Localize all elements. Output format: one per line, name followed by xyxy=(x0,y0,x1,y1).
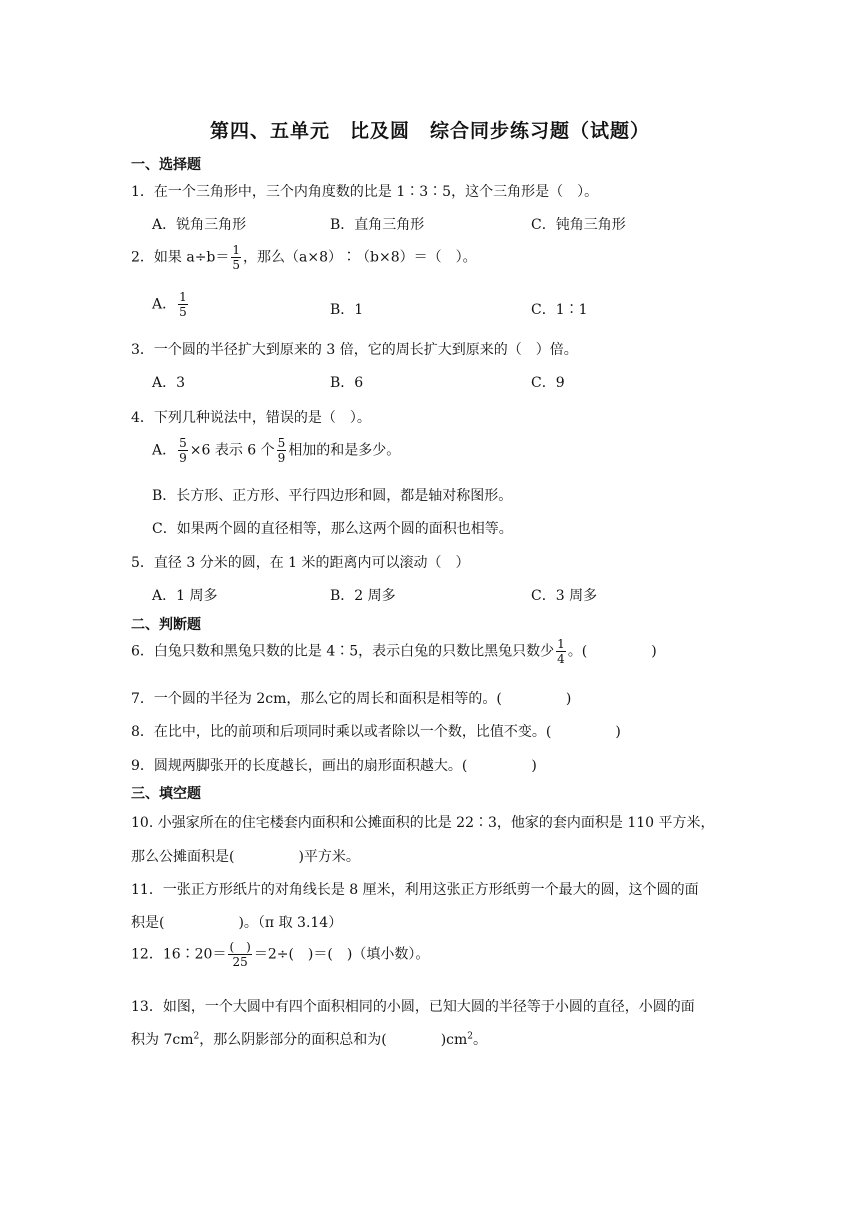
q11-line-2-prefix: 积是( xyxy=(131,915,165,931)
q2-prefix: 2．如果 a÷b＝ xyxy=(131,249,230,266)
q4-option-a-den-2: 9 xyxy=(277,451,286,465)
section-heading-choice: 一、选择题 xyxy=(131,157,201,173)
q6-bracket-open: 。( xyxy=(567,643,588,660)
question-11-line-1: 11．一张正方形纸片的对角线长是 8 厘米，利用这张正方形纸剪一个最大的圆，这个圆的面 xyxy=(131,882,699,898)
q13-line-2-unit: )cm xyxy=(440,1032,468,1048)
question-5: 5．直径 3 分米的圆，在 1 米的距离内可以滚动（ ） xyxy=(131,555,470,571)
q7-text: 7．一个圆的半径为 2cm，那么它的周长和面积是相等的。( xyxy=(131,691,502,707)
question-10-line-2 xyxy=(131,846,360,866)
q4-option-a-suffix: 相加的和是多少。 xyxy=(288,442,401,459)
q2-option-b: B．1 xyxy=(330,302,364,318)
q2-option-a-fraction xyxy=(178,290,188,319)
q12-fraction-num[interactable]: ( ) xyxy=(229,940,251,954)
q11-line-2-suffix: )。（π 取 3.14） xyxy=(238,915,343,931)
q12-fraction xyxy=(228,940,251,969)
q1-option-c: C．钝角三角形 xyxy=(531,217,626,233)
q13-superscript-1: 2 xyxy=(193,1031,200,1042)
q8-text: 8．在比中，比的前项和后项同时乘以或者除以一个数，比值不变。( xyxy=(131,724,552,740)
q4-option-a-den-1: 9 xyxy=(179,451,187,465)
q5-option-b: B．2 周多 xyxy=(330,588,396,604)
question-1: 1．在一个三角形中，三个内角度数的比是 1∶3∶5，这个三角形是（ ）。 xyxy=(131,184,599,200)
q4-option-c: C．如果两个圆的直径相等，那么这两个圆的面积也相等。 xyxy=(152,521,513,537)
q2-option-c: C．1∶1 xyxy=(531,302,588,318)
q6-fraction xyxy=(556,637,566,666)
q12-suffix: ＝2÷( )＝( )（填小数）。 xyxy=(253,946,430,963)
question-10-line-1: 10. 小强家所在的住宅楼套内面积和公摊面积的比是 22∶3，他家的套内面积是 110 平方米， xyxy=(131,815,715,831)
q7-bracket-close: ) xyxy=(565,691,572,707)
section-heading-judgement: 二、判断题 xyxy=(131,617,201,633)
q2-option-a-den: 5 xyxy=(179,305,187,319)
q13-line-2-middle: ，那么阴影部分的面积总和为( xyxy=(199,1032,387,1048)
question-3: 3．一个圆的半径扩大到原来的 3 倍，它的周长扩大到原来的（ ）倍。 xyxy=(131,342,578,358)
question-12 xyxy=(131,940,429,969)
q4-option-a-label: A． xyxy=(152,442,177,459)
q3-option-c: C．9 xyxy=(531,375,565,391)
q9-text: 9．圆规两脚张开的长度越长，画出的扇形面积越大。( xyxy=(131,758,468,774)
q6-text: 6．白兔只数和黑兔只数的比是 4∶5，表示白兔的只数比黑兔只数少 xyxy=(131,643,555,660)
question-9 xyxy=(131,755,537,775)
q4-option-a-fraction-2 xyxy=(277,436,287,465)
q2-fraction-num: 1 xyxy=(232,243,241,257)
q2-fraction-den: 5 xyxy=(232,258,241,272)
q3-option-a: A．3 xyxy=(152,375,186,391)
q10-line-2-suffix: )平方米。 xyxy=(298,849,360,865)
q4-option-a-mid: ×6 表示 6 个 xyxy=(189,442,275,459)
q9-bracket-close: ) xyxy=(531,758,537,774)
question-13-line-1: 13．如图，一个大圆中有四个面积相同的小圆，已知大圆的半径等于小圆的直径，小圆的面 xyxy=(131,999,695,1015)
q6-fraction-den: 4 xyxy=(557,652,565,666)
question-6 xyxy=(131,637,657,666)
section-heading-fill: 三、填空题 xyxy=(131,786,201,802)
q4-option-b: B．长方形、正方形、平行四边形和圆，都是轴对称图形。 xyxy=(152,488,513,504)
q5-option-a: A．1 周多 xyxy=(152,588,218,604)
question-4: 4．下列几种说法中，错误的是（ ）。 xyxy=(131,410,371,426)
q1-option-a: A．锐角三角形 xyxy=(152,217,247,233)
q13-line-2-end: 。 xyxy=(473,1032,487,1048)
q10-line-2-prefix: 那么公摊面积是( xyxy=(131,849,235,865)
page-title: 第四、五单元 比及圆 综合同步练习题（试题） xyxy=(209,120,650,142)
q6-bracket-close: ) xyxy=(651,643,657,660)
q12-fraction-den: 25 xyxy=(232,955,248,969)
q2-suffix: ，那么（a×8）∶（b×8）＝（ ）。 xyxy=(243,249,477,266)
q4-option-a-fraction-1 xyxy=(178,436,188,465)
q13-superscript-2: 2 xyxy=(467,1031,473,1042)
q13-line-2-prefix: 积为 7cm xyxy=(131,1032,194,1048)
q8-bracket-close: ) xyxy=(615,724,621,740)
question-7 xyxy=(131,688,571,708)
question-13-line-2 xyxy=(131,1029,487,1049)
q3-option-b: B．6 xyxy=(330,375,364,391)
q2-option-a xyxy=(152,290,190,319)
q2-option-a-label: A． xyxy=(152,296,177,313)
q1-option-b: B．直角三角形 xyxy=(330,217,425,233)
question-11-line-2 xyxy=(131,912,342,932)
q12-prefix: 12．16∶20＝ xyxy=(131,946,227,963)
q2-option-a-num: 1 xyxy=(179,290,187,304)
q4-option-a-num-2: 5 xyxy=(277,436,286,450)
q2-fraction xyxy=(231,243,241,272)
question-2 xyxy=(131,243,477,272)
q4-option-a xyxy=(152,436,400,465)
q6-fraction-num: 1 xyxy=(557,637,565,651)
q5-option-c: C．3 周多 xyxy=(531,588,598,604)
q4-option-a-num-1: 5 xyxy=(179,436,187,450)
question-8 xyxy=(131,721,621,741)
